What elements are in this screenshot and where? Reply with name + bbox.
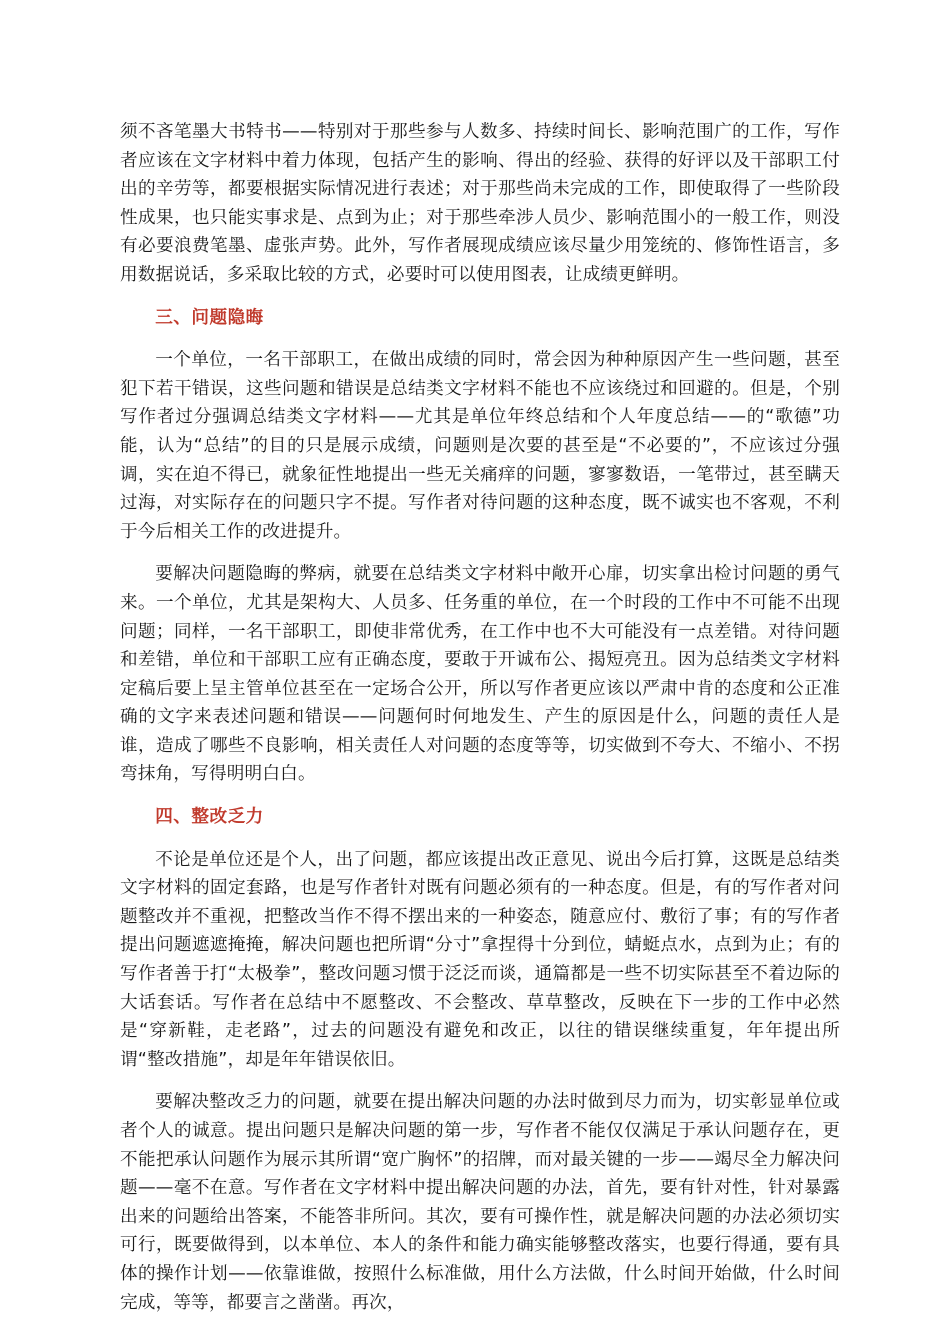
paragraph-achievements-continued: 须不吝笔墨大书特书——特别对于那些参与人数多、持续时间长、影响范围广的工作，写作者应该在文字材料中着力体现，包括产生的影响、得出的经验、获得的好评以及干部职工付出的辛劳等，都要根据实际情况进行表述；对于那些尚未完成的工作，即使取得了一些阶段性成果，也只能实事求是、点到为止；对于那些牵涉人员少、影响范围小的一般工作，则没有必要浪费笔墨、虚张声势。此外，写作者展现成绩应该尽量少用笼统的、修饰性语言，多用数据说话，多采取比较的方式，必要时可以使用图表，让成绩更鲜明。 — [120, 122, 840, 285]
paragraph-spacer — [120, 1074, 840, 1088]
paragraph-rectification-description: 不论是单位还是个人，出了问题，都应该提出改正意见、说出今后打算，这既是总结类文字材料的固定套路，也是写作者针对既有问题必须有的一种态度。但是，有的写作者对问题整改并不重视，把整改当作不得不摆出来的一种姿态，随意应付、敷衍了事；有的写作者提出问题遮遮掩掩，解决问题也把所谓“分寸”拿捏得十分到位，蜻蜓点水，点到为止；有的写作者善于打“太极拳”，整改问题习惯于泛泛而谈，通篇都是一些不切实际甚至不着边际的大话套话。写作者在总结中不愿整改、不会整改、草草整改，反映在下一步的工作中必然是“穿新鞋，走老路”，过去的问题没有避免和改正，以往的错误继续重复，年年提出所谓“整改措施”，却是年年错误依旧。 — [120, 849, 840, 1070]
section-heading-problems-obscure: 三、问题隐晦 — [155, 307, 264, 328]
document-page — [120, 118, 840, 1317]
paragraph-spacer — [120, 546, 840, 560]
paragraph-problems-description: 一个单位，一名干部职工，在做出成绩的同时，常会因为种种原因产生一些问题，甚至犯下若干错误，这些问题和错误是总结类文字材料不能也不应该绕过和回避的。但是，个别写作者过分强调总结类文字材料——尤其是单位年终总结和个人年度总结——的“歌德”功能，认为“总结”的目的只是展示成绩，问题则是次要的甚至是“不必要的”，不应该过分强调，实在迫不得已，就象征性地提出一些无关痛痒的问题，寥寥数语，一笔带过，甚至瞒天过海，对实际存在的问题只字不提。写作者对待问题的这种态度，既不诚实也不客观，不利于今后相关工作的改进提升。 — [120, 350, 840, 542]
section-heading-rectification-weak: 四、整改乏力 — [155, 807, 264, 828]
paragraph-rectification-solution: 要解决整改乏力的问题，就要在提出解决问题的办法时做到尽力而为，切实彰显单位或者个人的诚意。提出问题只是解决问题的第一步，写作者不能仅仅满足于承认问题存在，更不能把承认问题作为展示其所谓“宽广胸怀”的招牌，而对最关键的一步——竭尽全力解决问题——毫不在意。写作者在文字材料中提出解决问题的办法，首先，要有针对性，针对暴露出来的问题给出答案，不能答非所问。其次，要有可操作性，就是解决问题的办法必须切实可行，既要做得到，以本单位、本人的条件和能力确实能够整改落实，也要行得通，要有具体的操作计划——依靠谁做，按照什么标准做，用什么方法做，什么时间开始做，什么时间完成，等等，都要言之凿凿。再次， — [120, 1092, 840, 1313]
paragraph-problems-solution: 要解决问题隐晦的弊病，就要在总结类文字材料中敞开心扉，切实拿出检讨问题的勇气来。一个单位，尤其是架构大、人员多、任务重的单位，在一个时段的工作中不可能不出现问题；同样，一名干部职工，即使非常优秀，在工作中也不大可能没有一点差错。对待问题和差错，单位和干部职工应有正确态度，要敢于开诚布公、揭短亮丑。因为总结类文字材料定稿后要上呈主管单位甚至在一定场合公开，所以写作者更应该以严肃中肯的态度和公正准确的文字来表述问题和错误——问题何时何地发生、产生的原因是什么，问题的责任人是谁，造成了哪些不良影响，相关责任人对问题的态度等等，切实做到不夸大、不缩小、不拐弯抹角，写得明明白白。 — [120, 564, 840, 785]
